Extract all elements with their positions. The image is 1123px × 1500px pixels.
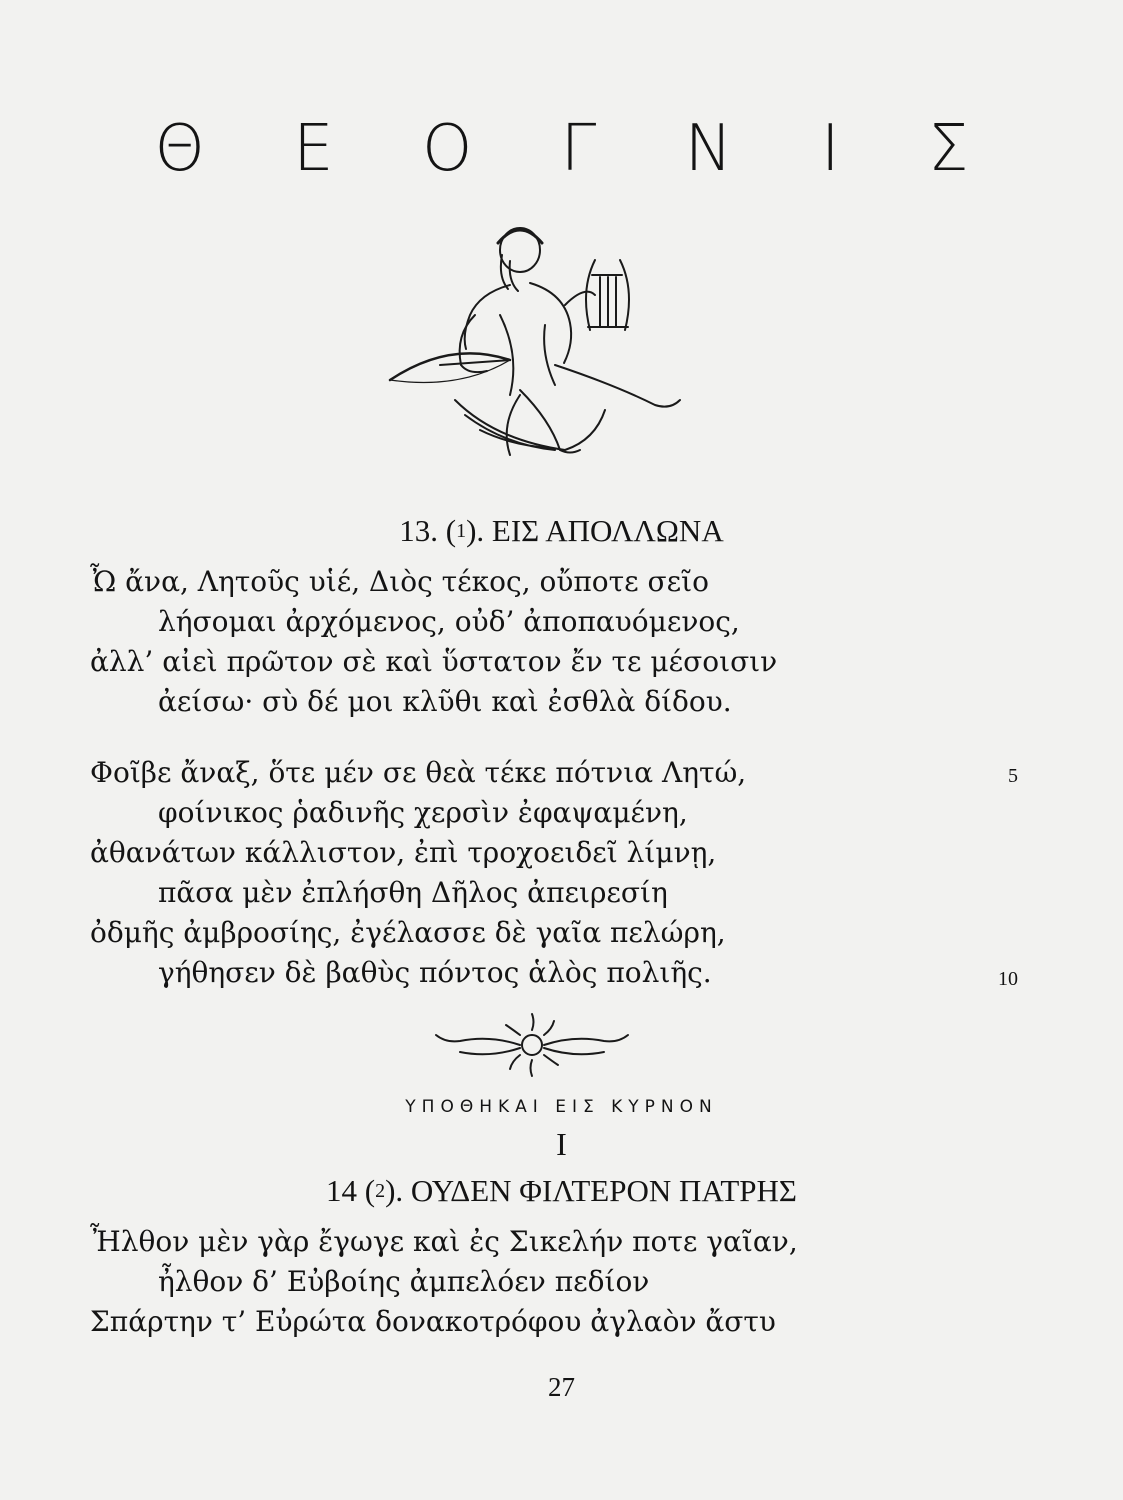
verse-line: φοίνικος ῥαδινῆς χερσὶν ἐφαψαμένη, [158, 796, 688, 829]
sun-ornament-icon [432, 1010, 632, 1080]
verse-line: Ἦλθον μὲν γὰρ ἔγωγε καὶ ἐς Σικελήν ποτε γαῖαν, [90, 1225, 798, 1258]
verse-line: ἀλλ’ αἰεὶ πρῶτον σὲ καὶ ὕστατον ἔν τε μέσοισιν [90, 645, 778, 678]
poem-title: ΕΙΣ ΑΠΟΛΛΩΝΑ [491, 513, 724, 548]
poem-heading [0, 513, 1123, 549]
poem-ref-close: ). [466, 513, 485, 548]
verse-line: πᾶσα μὲν ἐπλήσθη Δῆλος ἀπειρεσίη [158, 876, 668, 909]
poem-title: ΟΥΔΕΝ ΦΙΛΤΕΡΟΝ ΠΑΤΡΗΣ [410, 1173, 797, 1208]
poem-ref: 1 [456, 520, 467, 542]
poem-number: 13. [399, 513, 439, 548]
verse-line: ἦλθον δ’ Εὐβοίης ἀμπελόεν πεδίον [158, 1265, 650, 1298]
poem-ref: 2 [375, 1180, 386, 1202]
verse-line: γήθησεν δὲ βαθὺς πόντος ἁλὸς πολιῆς. [158, 956, 712, 989]
apollo-with-lyre-and-bow-icon [370, 215, 730, 475]
line-number: 5 [1008, 765, 1018, 787]
page-title: Θ Ε Ο Γ Ν Ι Σ [154, 112, 1003, 186]
line-number: 10 [998, 968, 1018, 990]
verse-line: λήσομαι ἀρχόμενος, οὐδ’ ἀποπαυόμενος, [158, 605, 740, 638]
verse-line: Σπάρτην τ’ Εὐρώτα δονακοτρόφου ἀγλαὸν ἄστυ [90, 1305, 776, 1338]
section-roman-numeral: I [556, 1126, 567, 1162]
poem-heading [0, 1173, 1123, 1209]
poem-ref-open: ( [364, 1173, 376, 1208]
poem-ref-close: ). [385, 1173, 404, 1208]
verse-line: ἀείσω· σὺ δέ μοι κλῦθι καὶ ἐσθλὰ δίδου. [158, 685, 732, 718]
section-subheading: ΥΠΟΘΗΚΑΙ ΕΙΣ ΚΥΡΝΟΝ [405, 1097, 718, 1117]
poem-ref-open: ( [445, 513, 457, 548]
verse-line: Φοῖβε ἄναξ, ὅτε μέν σε θεὰ τέκε πότνια Λητώ, [90, 756, 747, 789]
poem-number: 14 [326, 1173, 358, 1208]
verse-line: ὀδμῆς ἀμβροσίης, ἐγέλασσε δὲ γαῖα πελώρη, [90, 916, 726, 949]
verse-line: ἀθανάτων κάλλιστον, ἐπὶ τροχοειδεῖ λίμνῃ, [90, 836, 717, 869]
verse-line: Ὦ ἄνα, Λητοῦς υἱέ, Διὸς τέκος, οὔποτε σεῖο [90, 565, 710, 598]
page-number: 27 [548, 1372, 575, 1402]
